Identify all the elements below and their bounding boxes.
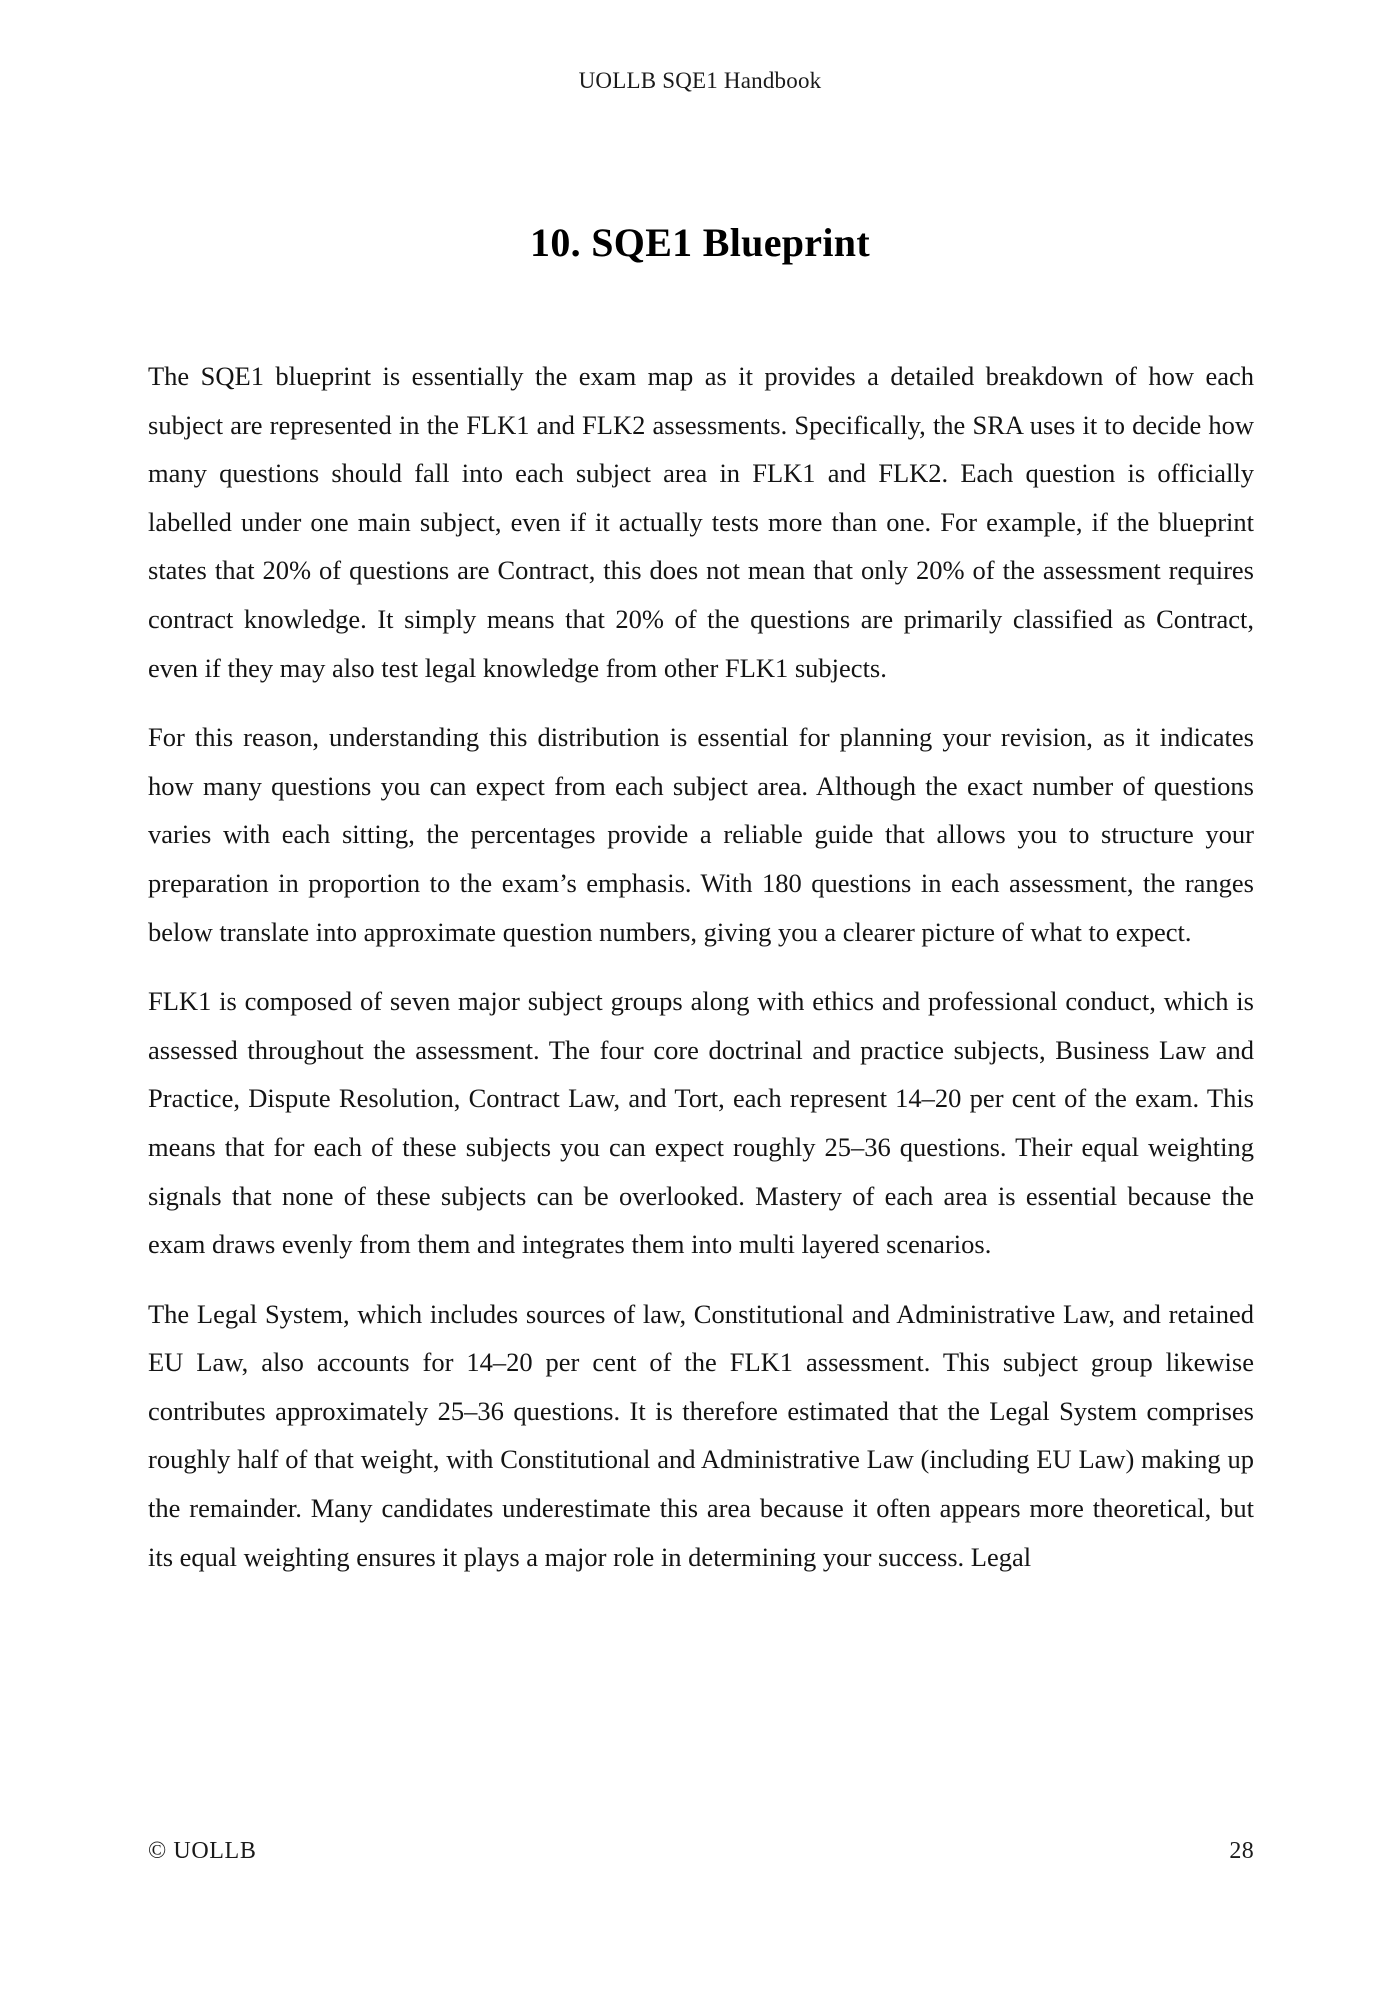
body-text-column [148, 352, 1254, 1581]
footer-page-number: 28 [1229, 1838, 1254, 1864]
running-head: UOLLB SQE1 Handbook [578, 68, 822, 93]
page-footer [148, 1838, 1254, 1865]
body-paragraph: FLK1 is composed of seven major subject groups along with ethics and professional conduct, which is assessed throughout the assessment. The four core doctrinal and practice subjects, Business Law and Practice, Dispute Resolution, Contract Law, and Tort, each represent 14–20 per cent of the exam. This means that for each of these subjects you can expect roughly 25–36 questions. Their equal weighting signals that none of these subjects can be overlooked. Mastery of each area is essential because the exam draws evenly from them and integrates them into multi layered scenarios. [148, 986, 1254, 1260]
body-paragraph: The Legal System, which includes sources of law, Constitutional and Administrative Law, and retained EU Law, also accounts for 14–20 per cent of the FLK1 assessment. This subject group likewise contributes approximately 25–36 questions. It is therefore estimated that the Legal System comprises roughly half of that weight, with Constitutional and Administrative Law (including EU Law) making up the remainder. Many candidates underestimate this area because it often appears more theoretical, but its equal weighting ensures it plays a major role in determining your success. Legal [148, 1298, 1254, 1572]
footer-copyright: © UOLLB [148, 1838, 257, 1864]
body-paragraph: For this reason, understanding this distribution is essential for planning your revision, as it indicates how many questions you can expect from each subject area. Although the exact number of questions varies with each sitting, the percentages provide a reliable guide that allows you to structure your preparation in proportion to the exam’s emphasis. With 180 questions in each assessment, the ranges below translate into approximate question numbers, giving you a clearer picture of what to expect. [148, 722, 1254, 947]
body-paragraph: The SQE1 blueprint is essentially the exam map as it provides a detailed breakdown of how each subject are represented in the FLK1 and FLK2 assessments. Specifically, the SRA uses it to decide how many questions should fall into each subject area in FLK1 and FLK2. Each question is officially labelled under one main subject, even if it actually tests more than one. For example, if the blueprint states that 20% of questions are Contract, this does not mean that only 20% of the assessment requires contract knowledge. It simply means that 20% of the questions are primarily classified as Contract, even if they may also test legal knowledge from other FLK1 subjects. [148, 361, 1254, 683]
page-title: 10. SQE1 Blueprint [530, 219, 870, 265]
